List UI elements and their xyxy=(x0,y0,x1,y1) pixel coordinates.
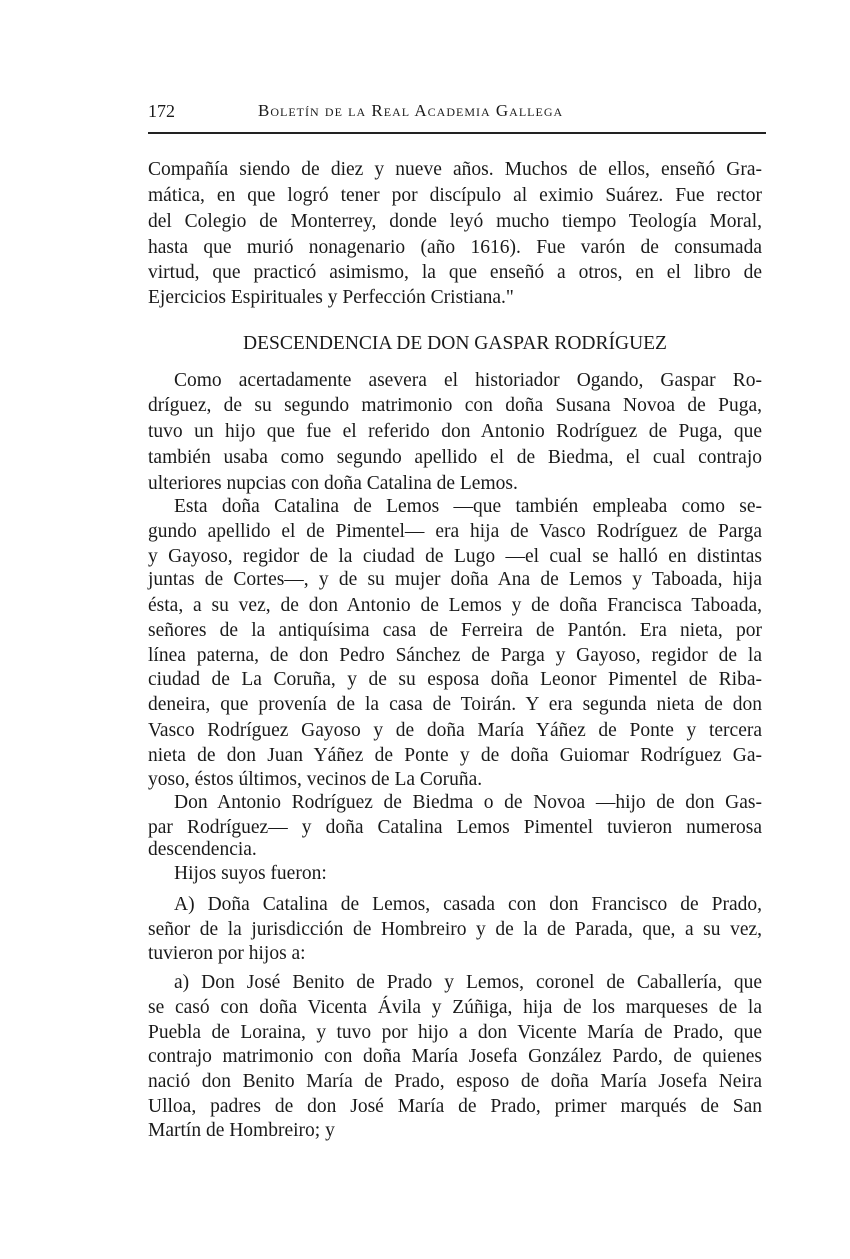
text-line: deneira, que provenía de la casa de Toirán. Y era segunda nieta de don xyxy=(148,694,762,715)
text-line: juntas de Cortes—, y de su mujer doña Ana de Lemos y Taboada, hija xyxy=(148,569,762,590)
text-line: ciudad de La Coruña, y de su esposa doña Leonor Pimentel de Riba- xyxy=(148,669,762,690)
text-line: descendencia. xyxy=(148,839,257,860)
text-line: señores de la antiquísima casa de Ferreira de Pantón. Era nieta, por xyxy=(148,620,762,641)
text-line: Ejercicios Espirituales y Perfección Cristiana." xyxy=(148,287,514,308)
text-line: tuvo un hijo que fue el referido don Antonio Rodríguez de Puga, que xyxy=(148,421,762,442)
text-line: nació don Benito María de Prado, esposo de doña María Josefa Neira xyxy=(148,1071,762,1092)
text-line: tuvieron por hijos a: xyxy=(148,943,306,964)
text-line: hasta que murió nonagenario (año 1616). Fue varón de consumada xyxy=(148,237,762,258)
text-line: Puebla de Loraina, y tuvo por hijo a don Vicente María de Prado, que xyxy=(148,1022,762,1043)
text-line: gundo apellido el de Pimentel— era hija de Vasco Rodríguez de Parga xyxy=(148,521,762,542)
text-line: y Gayoso, regidor de la ciudad de Lugo —el cual se halló en distintas xyxy=(148,546,762,567)
text-line: Vasco Rodríguez Gayoso y de doña María Yáñez de Ponte y tercera xyxy=(148,720,762,741)
text-line: Don Antonio Rodríguez de Biedma o de Novoa —hijo de don Gas- xyxy=(174,792,762,813)
text-line: ulteriores nupcias con doña Catalina de Lemos. xyxy=(148,473,518,494)
text-line: dríguez, de su segundo matrimonio con doña Susana Novoa de Puga, xyxy=(148,395,762,416)
text-line: nieta de don Juan Yáñez de Ponte y de doña Guiomar Rodríguez Ga- xyxy=(148,745,762,766)
text-line: señor de la jurisdicción de Hombreiro y de la de Parada, que, a su vez, xyxy=(148,919,762,940)
running-title: Boletín de la Real Academia Gallega xyxy=(258,101,564,120)
text-line: par Rodríguez— y doña Catalina Lemos Pimentel tuvieron numerosa xyxy=(148,817,762,838)
text-line: Hijos suyos fueron: xyxy=(174,863,327,884)
text-line: A) Doña Catalina de Lemos, casada con don Francisco de Prado, xyxy=(174,894,762,915)
header-rule xyxy=(148,132,766,134)
text-line: yoso, éstos últimos, vecinos de La Coruña. xyxy=(148,769,483,790)
text-line: virtud, que practicó asimismo, la que enseñó a otros, en el libro de xyxy=(148,262,762,283)
section-heading: DESCENDENCIA DE DON GASPAR RODRÍGUEZ xyxy=(243,333,667,354)
text-line: Esta doña Catalina de Lemos —que también empleaba como se- xyxy=(174,496,762,517)
text-line: Ulloa, padres de don José María de Prado, primer marqués de San xyxy=(148,1096,762,1117)
text-line: Compañía siendo de diez y nueve años. Muchos de ellos, enseñó Gra- xyxy=(148,159,762,180)
text-line: mática, en que logró tener por discípulo al eximio Suárez. Fue rector xyxy=(148,185,762,206)
text-line: contrajo matrimonio con doña María Josefa González Pardo, de quienes xyxy=(148,1046,762,1067)
page-number: 172 xyxy=(148,101,175,121)
text-line: del Colegio de Monterrey, donde leyó mucho tiempo Teología Moral, xyxy=(148,211,762,232)
text-line: línea paterna, de don Pedro Sánchez de Parga y Gayoso, regidor de la xyxy=(148,645,762,666)
text-line: a) Don José Benito de Prado y Lemos, coronel de Caballería, que xyxy=(174,972,762,993)
text-line: ésta, a su vez, de don Antonio de Lemos y de doña Francisca Taboada, xyxy=(148,595,762,616)
text-line: también usaba como segundo apellido el de Biedma, el cual contrajo xyxy=(148,447,762,468)
text-line: se casó con doña Vicenta Ávila y Zúñiga, hija de los marqueses de la xyxy=(148,997,762,1018)
text-line: Como acertadamente asevera el historiador Ogando, Gaspar Ro- xyxy=(174,370,762,391)
text-line: Martín de Hombreiro; y xyxy=(148,1120,335,1141)
